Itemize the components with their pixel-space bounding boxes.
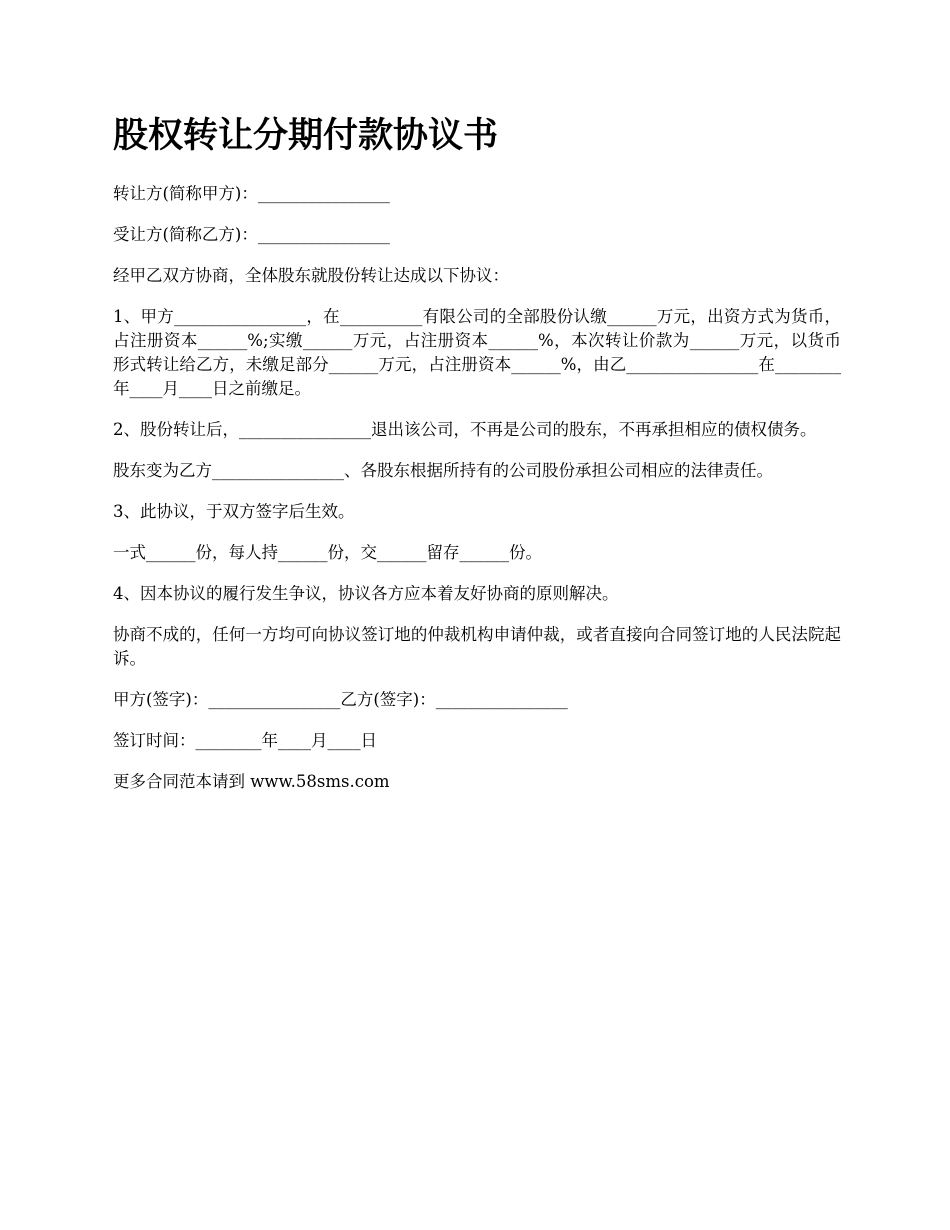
paragraph-copies: 一式______份，每人持______份，交______留存______份。	[113, 543, 542, 562]
document-title: 股权转让分期付款协议书	[113, 115, 499, 156]
paragraph-clause-3: 3、此协议，于双方签字后生效。	[113, 502, 355, 521]
paragraph-clause-2: 2、股份转让后，________________退出该公司，不再是公司的股东，不再承担相应的债权债务。	[113, 420, 817, 439]
document-page	[113, 112, 841, 811]
paragraph-intro: 经甲乙双方协商，全体股东就股份转让达成以下协议：	[113, 266, 509, 285]
paragraph-clause-4: 4、因本协议的履行发生争议，协议各方应本着友好协商的原则解决。	[113, 584, 619, 603]
paragraph-arbitration: 协商不成的，任何一方均可向协议签订地的仲裁机构申请仲裁，或者直接向合同签订地的人民法院起诉。	[113, 625, 841, 668]
paragraph-transferor: 转让方(简称甲方)：________________	[113, 184, 390, 203]
paragraph-sign-date: 签订时间：________年____月____日	[113, 731, 377, 750]
paragraph-clause-1: 1、甲方________________，在__________有限公司的全部股份认缴______万元，出资方式为货币，占注册资本______%;实缴______万元，占注册资本______%，本次转让价款为______万元，以货币形式转让给乙方，未缴足部分______万元，占注册资本______%，由乙________________在________年____月____日之前缴足。	[113, 307, 841, 398]
paragraph-shareholder-change: 股东变为乙方________________、各股东根据所持有的公司股份承担公司相应的法律责任。	[113, 461, 773, 480]
paragraph-footer-link: 更多合同范本请到 www.58sms.com	[113, 772, 390, 791]
paragraph-signatures: 甲方(签字)：________________乙方(签字)：________________	[113, 690, 568, 709]
paragraph-transferee: 受让方(简称乙方)：________________	[113, 225, 390, 244]
